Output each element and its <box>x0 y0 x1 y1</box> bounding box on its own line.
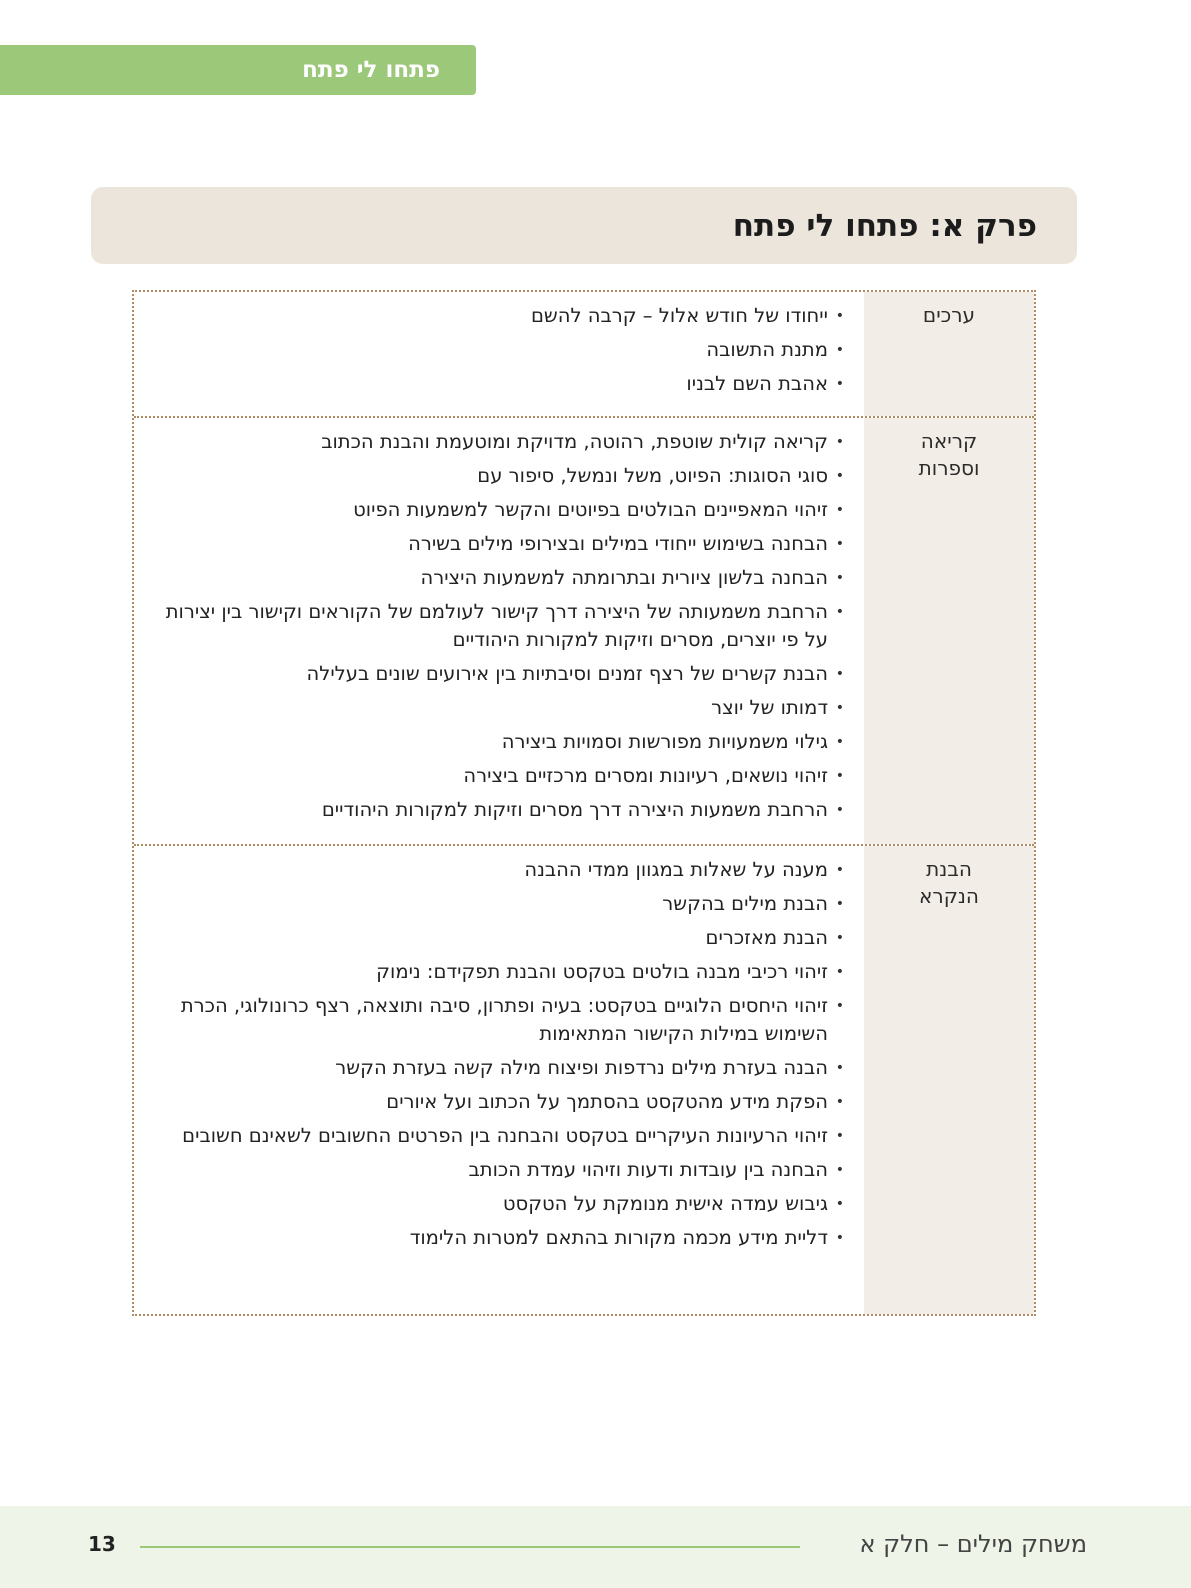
category-cell <box>864 292 1034 416</box>
book-title: משחק מילים – חלק א <box>859 1530 1087 1558</box>
objectives-list <box>144 428 844 830</box>
list-item: • הפקת מידע מהטקסט בהסתמך על הכתוב ועל איורים <box>144 1088 844 1116</box>
page-number: 13 <box>88 1532 116 1556</box>
list-item: • דמותו של יוצר <box>144 694 844 722</box>
list-item: • גילוי משמעויות מפורשות וסמויות ביצירה <box>144 728 844 756</box>
objectives-list <box>144 302 844 404</box>
list-item: • זיהוי הרעיונות העיקריים בטקסט והבחנה בין הפרטים החשובים לשאינם חשובים <box>144 1122 844 1150</box>
list-item: • ייחודו של חודש אלול – קרבה להשם <box>144 302 844 330</box>
objectives-table <box>132 290 1036 1316</box>
section-header-tab <box>0 45 476 95</box>
list-item: • הבחנה בין עובדות ודעות וזיהוי עמדת הכותב <box>144 1156 844 1184</box>
list-item: • זיהוי המאפיינים הבולטים בפיוטים והקשר למשמעות הפיוט <box>144 496 844 524</box>
category-label: קריאה וספרות <box>918 429 980 480</box>
list-item: • זיהוי היחסים הלוגיים בטקסט: בעיה ופתרון, סיבה ותוצאה, רצף כרונולוגי, הכרת השימוש במילות הקישור המתאימות <box>144 992 844 1048</box>
category-label: ערכים <box>922 303 976 327</box>
list-item: • מתנת התשובה <box>144 336 844 364</box>
list-item: • דליית מידע מכמה מקורות בהתאם למטרות הלימוד <box>144 1224 844 1252</box>
table-row-reading-literature <box>134 418 1034 844</box>
page-footer <box>0 1506 1191 1588</box>
list-item: • זיהוי נושאים, רעיונות ומסרים מרכזיים ביצירה <box>144 762 844 790</box>
list-item: • הבחנה בלשון ציורית ובתרומתה למשמעות היצירה <box>144 564 844 592</box>
list-item: • הבחנה בשימוש ייחודי במילים ובצירופי מילים בשירה <box>144 530 844 558</box>
list-item: • גיבוש עמדה אישית מנומקת על הטקסט <box>144 1190 844 1218</box>
table-row-reading-comprehension <box>134 846 1034 1314</box>
list-item: • קריאה קולית שוטפת, רהוטה, מדויקת ומוטעמת והבנת הכתוב <box>144 428 844 456</box>
category-cell <box>864 418 1034 844</box>
table-row-values <box>134 292 1034 416</box>
list-item: • סוגי הסוגות: הפיוט, משל ונמשל, סיפור עם <box>144 462 844 490</box>
list-item: • הבנה בעזרת מילים נרדפות ופיצוח מילה קשה בעזרת הקשר <box>144 1054 844 1082</box>
chapter-banner <box>91 187 1077 264</box>
list-item: • מענה על שאלות במגוון ממדי ההבנה <box>144 856 844 884</box>
list-item: • הבנת מילים בהקשר <box>144 890 844 918</box>
list-item: • הבנת מאזכרים <box>144 924 844 952</box>
objectives-list <box>144 856 844 1258</box>
category-label: הבנת הנקרא <box>919 857 979 908</box>
list-item: • הרחבת משמעות היצירה דרך מסרים וזיקות למקורות היהודיים <box>144 796 844 824</box>
category-cell <box>864 846 1034 1314</box>
list-item: • אהבת השם לבניו <box>144 370 844 398</box>
list-item: • זיהוי רכיבי מבנה בולטים בטקסט והבנת תפקידם: נימוק <box>144 958 844 986</box>
chapter-title: פרק א: פתחו לי פתח <box>732 207 1037 244</box>
section-header-label: פתחו לי פתח <box>302 57 440 83</box>
list-item: • הרחבת משמעותה של היצירה דרך קישור לעולמם של הקוראים וקישור בין יצירות על פי יוצרים, מסרים וזיקות למקורות היהודיים <box>144 598 844 654</box>
list-item: • הבנת קשרים של רצף זמנים וסיבתיות בין אירועים שונים בעלילה <box>144 660 844 688</box>
footer-divider <box>140 1546 800 1548</box>
